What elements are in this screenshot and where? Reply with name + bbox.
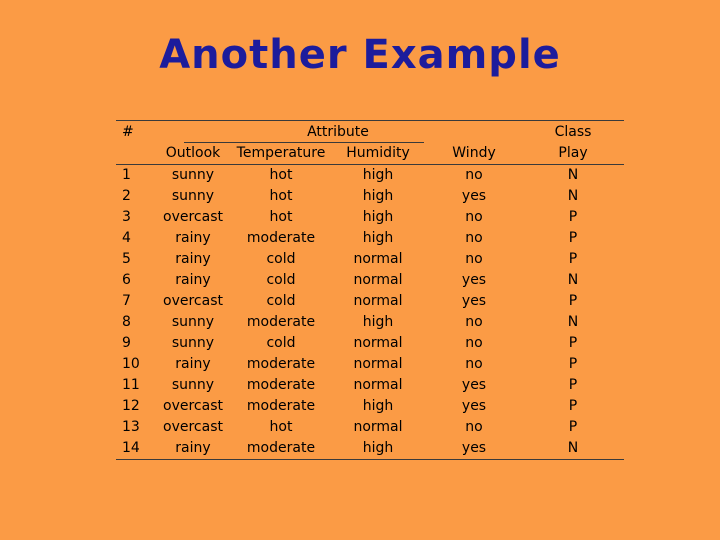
play-cell: N — [567, 188, 579, 204]
outlook-cell: overcast — [163, 398, 223, 414]
temperature-cell: hot — [269, 167, 293, 183]
outlook-cell: overcast — [163, 209, 223, 225]
humidity-cell: high — [362, 440, 394, 456]
outlook-cell: sunny — [171, 314, 215, 330]
temperature-cell: moderate — [246, 440, 316, 456]
temperature-cell: hot — [269, 419, 293, 435]
temperature-cell: moderate — [246, 314, 316, 330]
attribute-group-header — [154, 121, 522, 144]
temperature-cell: moderate — [246, 230, 316, 246]
temperature-cell: cold — [266, 335, 296, 351]
outlook-cell: overcast — [163, 293, 223, 309]
temperature-cell: hot — [269, 209, 293, 225]
humidity-cell: high — [362, 314, 394, 330]
outlook-cell: overcast — [163, 419, 223, 435]
play-cell: P — [568, 419, 578, 435]
humidity-cell: high — [362, 398, 394, 414]
row-number: 4 — [122, 230, 131, 246]
row-number: 8 — [122, 314, 131, 330]
play-cell: N — [567, 167, 579, 183]
play-cell: N — [567, 440, 579, 456]
windy-cell: no — [465, 314, 483, 330]
table-row — [116, 438, 624, 460]
windy-cell: no — [465, 419, 483, 435]
windy-cell: no — [465, 167, 483, 183]
table-row — [116, 249, 624, 270]
header-row-top — [116, 121, 624, 144]
attribute-underline — [184, 142, 424, 143]
humidity-cell: normal — [353, 335, 403, 351]
windy-cell: no — [465, 335, 483, 351]
column-header-windy: Windy — [452, 145, 496, 161]
table-body — [116, 165, 624, 460]
temperature-cell: moderate — [246, 398, 316, 414]
row-number-header: # — [122, 124, 134, 140]
row-number: 6 — [122, 272, 131, 288]
table-row — [116, 270, 624, 291]
temperature-cell: cold — [266, 251, 296, 267]
windy-cell: yes — [461, 188, 487, 204]
humidity-cell: normal — [353, 272, 403, 288]
row-number: 12 — [122, 398, 140, 414]
row-number: 13 — [122, 419, 140, 435]
table-row — [116, 396, 624, 417]
outlook-cell: rainy — [175, 272, 211, 288]
row-number: 3 — [122, 209, 131, 225]
outlook-cell: sunny — [171, 188, 215, 204]
play-cell: P — [568, 251, 578, 267]
column-header-humidity: Humidity — [346, 145, 410, 161]
dataset-table-container — [116, 120, 624, 460]
windy-cell: yes — [461, 377, 487, 393]
row-number: 9 — [122, 335, 131, 351]
header-row-columns — [116, 143, 624, 165]
table-row — [116, 333, 624, 354]
humidity-cell: normal — [353, 377, 403, 393]
class-group-header: Class — [554, 124, 592, 140]
outlook-cell: rainy — [175, 251, 211, 267]
row-number: 2 — [122, 188, 131, 204]
windy-cell: yes — [461, 293, 487, 309]
column-header-outlook: Outlook — [165, 145, 221, 161]
row-number: 14 — [122, 440, 140, 456]
outlook-cell: rainy — [175, 230, 211, 246]
windy-cell: no — [465, 251, 483, 267]
humidity-cell: normal — [353, 251, 403, 267]
windy-cell: yes — [461, 272, 487, 288]
humidity-cell: normal — [353, 419, 403, 435]
blank-header-cell — [116, 143, 154, 165]
play-cell: P — [568, 377, 578, 393]
humidity-cell: high — [362, 188, 394, 204]
play-cell: N — [567, 272, 579, 288]
windy-cell: no — [465, 356, 483, 372]
temperature-cell: cold — [266, 272, 296, 288]
temperature-cell: cold — [266, 293, 296, 309]
dataset-table — [116, 120, 624, 460]
play-cell: P — [568, 230, 578, 246]
table-row — [116, 417, 624, 438]
windy-cell: no — [465, 209, 483, 225]
column-header-temperature: Temperature — [236, 145, 326, 161]
humidity-cell: high — [362, 209, 394, 225]
table-row — [116, 186, 624, 207]
outlook-cell: sunny — [171, 167, 215, 183]
row-number: 1 — [122, 167, 131, 183]
play-cell: P — [568, 356, 578, 372]
attribute-header-label: Attribute — [307, 124, 369, 140]
slide-title: Another Example — [159, 32, 561, 78]
row-number: 11 — [122, 377, 140, 393]
outlook-cell: rainy — [175, 440, 211, 456]
row-number: 7 — [122, 293, 131, 309]
table-row — [116, 207, 624, 228]
play-cell: P — [568, 293, 578, 309]
humidity-cell: normal — [353, 356, 403, 372]
table-row — [116, 291, 624, 312]
table-row — [116, 312, 624, 333]
play-cell: P — [568, 209, 578, 225]
windy-cell: yes — [461, 440, 487, 456]
temperature-cell: hot — [269, 188, 293, 204]
column-header-play: Play — [558, 145, 588, 161]
windy-cell: no — [465, 230, 483, 246]
table-row — [116, 165, 624, 187]
play-cell: P — [568, 398, 578, 414]
outlook-cell: sunny — [171, 377, 215, 393]
row-number: 10 — [122, 356, 140, 372]
play-cell: N — [567, 314, 579, 330]
table-row — [116, 375, 624, 396]
humidity-cell: high — [362, 230, 394, 246]
humidity-cell: high — [362, 167, 394, 183]
table-row — [116, 228, 624, 249]
outlook-cell: rainy — [175, 356, 211, 372]
outlook-cell: sunny — [171, 335, 215, 351]
humidity-cell: normal — [353, 293, 403, 309]
row-number: 5 — [122, 251, 131, 267]
temperature-cell: moderate — [246, 377, 316, 393]
temperature-cell: moderate — [246, 356, 316, 372]
windy-cell: yes — [461, 398, 487, 414]
play-cell: P — [568, 335, 578, 351]
table-row — [116, 354, 624, 375]
